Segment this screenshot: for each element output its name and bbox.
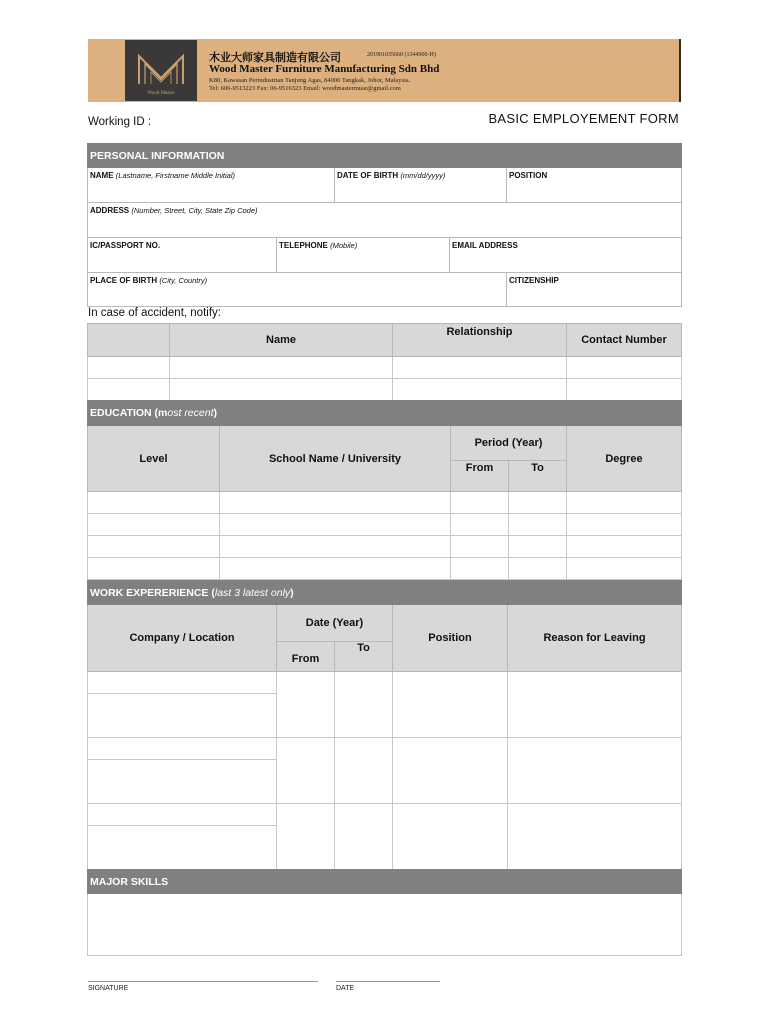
education-level-cell[interactable] bbox=[88, 514, 220, 536]
table-row bbox=[88, 379, 682, 401]
work-experience-table bbox=[87, 580, 682, 870]
work-position-cell[interactable] bbox=[393, 672, 508, 738]
work-from-cell[interactable] bbox=[277, 804, 335, 870]
table-row bbox=[88, 738, 682, 760]
education-to-cell[interactable] bbox=[509, 514, 567, 536]
work-from-cell[interactable] bbox=[277, 738, 335, 804]
education-col-period: Period (Year) bbox=[451, 426, 567, 461]
emergency-name-cell[interactable] bbox=[170, 357, 393, 379]
major-skills-table bbox=[87, 869, 682, 956]
work-to-cell[interactable] bbox=[335, 672, 393, 738]
work-col-from: From bbox=[277, 642, 335, 672]
work-company-cell[interactable] bbox=[88, 738, 277, 760]
email-address-field[interactable]: EMAIL ADDRESS bbox=[450, 238, 682, 273]
education-level-cell[interactable] bbox=[88, 558, 220, 580]
date-line[interactable] bbox=[336, 981, 440, 982]
work-col-date: Date (Year) bbox=[277, 605, 393, 642]
section-skills-heading: MAJOR SKILLS bbox=[88, 870, 682, 894]
education-from-cell[interactable] bbox=[451, 492, 509, 514]
working-id-label: Working ID : bbox=[88, 116, 152, 128]
telephone-field[interactable]: TELEPHONE (Mobile) bbox=[277, 238, 450, 273]
education-degree-cell[interactable] bbox=[567, 514, 682, 536]
table-row bbox=[88, 672, 682, 694]
work-company-cell[interactable] bbox=[88, 804, 277, 826]
company-name-chinese: 木业大师家具制造有限公司 bbox=[209, 52, 341, 64]
emergency-col-relationship: Relationship bbox=[393, 324, 567, 357]
company-contact: Tel: 606-9513223 Fax: 06-9516323 Email: woodmastermuar@gmail.com bbox=[209, 85, 401, 92]
company-address: K80, Kawasan Perindustrian Tanjung Agas, 84000 Tangkak, Johor, Malaysia. bbox=[209, 77, 411, 84]
education-from-cell[interactable] bbox=[451, 514, 509, 536]
emergency-cell[interactable] bbox=[88, 379, 170, 401]
emergency-col-contact: Contact Number bbox=[567, 324, 682, 357]
work-reason-cell[interactable] bbox=[508, 672, 682, 738]
accident-notify-label: In case of accident, notify: bbox=[88, 307, 221, 319]
work-position-cell[interactable] bbox=[393, 738, 508, 804]
emergency-relationship-cell[interactable] bbox=[393, 357, 567, 379]
table-row bbox=[88, 804, 682, 826]
emergency-contact-cell[interactable] bbox=[567, 357, 682, 379]
logo-caption: Wood Master bbox=[147, 91, 175, 96]
form-title: BASIC EMPLOYEMENT FORM bbox=[488, 111, 679, 126]
personal-info-table bbox=[87, 143, 682, 307]
date-label: DATE bbox=[336, 985, 355, 992]
education-school-cell[interactable] bbox=[220, 492, 451, 514]
emergency-relationship-cell[interactable] bbox=[393, 379, 567, 401]
emergency-name-cell[interactable] bbox=[170, 379, 393, 401]
place-of-birth-field[interactable]: PLACE OF BIRTH (City, Country) bbox=[88, 273, 507, 307]
work-reason-cell[interactable] bbox=[508, 804, 682, 870]
section-work-heading: WORK EXPERERIENCE (last 3 latest only) bbox=[88, 581, 682, 605]
education-col-to: To bbox=[509, 461, 567, 492]
education-level-cell[interactable] bbox=[88, 536, 220, 558]
address-field[interactable]: ADDRESS (Number, Street, City, State Zip Code) bbox=[88, 203, 682, 238]
emergency-contact-table bbox=[87, 323, 682, 401]
emergency-col-name: Name bbox=[170, 324, 393, 357]
company-banner bbox=[88, 39, 681, 102]
education-from-cell[interactable] bbox=[451, 536, 509, 558]
table-row bbox=[88, 492, 682, 514]
table-row bbox=[88, 514, 682, 536]
emergency-cell[interactable] bbox=[88, 357, 170, 379]
banner-edge bbox=[679, 39, 681, 102]
section-personal-heading: PERSONAL INFORMATION bbox=[88, 144, 682, 168]
work-to-cell[interactable] bbox=[335, 738, 393, 804]
education-col-level: Level bbox=[88, 426, 220, 492]
education-col-school: School Name / University bbox=[220, 426, 451, 492]
table-row bbox=[88, 536, 682, 558]
work-from-cell[interactable] bbox=[277, 672, 335, 738]
education-degree-cell[interactable] bbox=[567, 536, 682, 558]
education-school-cell[interactable] bbox=[220, 514, 451, 536]
work-location-cell[interactable] bbox=[88, 694, 277, 738]
work-col-reason: Reason for Leaving bbox=[508, 605, 682, 672]
work-location-cell[interactable] bbox=[88, 760, 277, 804]
signature-line[interactable] bbox=[88, 981, 318, 982]
emergency-contact-cell[interactable] bbox=[567, 379, 682, 401]
work-col-to: To bbox=[335, 642, 393, 672]
education-col-from: From bbox=[451, 461, 509, 492]
date-of-birth-field[interactable]: DATE OF BIRTH (mm/dd/yyyy) bbox=[335, 168, 507, 203]
emergency-header-blank bbox=[88, 324, 170, 357]
citizenship-field[interactable]: CITIZENSHIP bbox=[507, 273, 682, 307]
work-reason-cell[interactable] bbox=[508, 738, 682, 804]
work-to-cell[interactable] bbox=[335, 804, 393, 870]
work-col-company: Company / Location bbox=[88, 605, 277, 672]
education-school-cell[interactable] bbox=[220, 536, 451, 558]
education-from-cell[interactable] bbox=[451, 558, 509, 580]
name-field[interactable]: NAME (Lastname, Firstname Middle Initial) bbox=[88, 168, 335, 203]
position-field[interactable]: POSITION bbox=[507, 168, 682, 203]
education-to-cell[interactable] bbox=[509, 558, 567, 580]
major-skills-field[interactable] bbox=[88, 894, 682, 956]
company-logo bbox=[125, 40, 197, 101]
company-registration: 201901035660 (1344900-H) bbox=[367, 52, 436, 58]
work-col-position: Position bbox=[393, 605, 508, 672]
education-to-cell[interactable] bbox=[509, 536, 567, 558]
education-degree-cell[interactable] bbox=[567, 558, 682, 580]
ic-passport-field[interactable]: IC/PASSPORT NO. bbox=[88, 238, 277, 273]
education-degree-cell[interactable] bbox=[567, 492, 682, 514]
work-company-cell[interactable] bbox=[88, 672, 277, 694]
work-location-cell[interactable] bbox=[88, 826, 277, 870]
table-row bbox=[88, 357, 682, 379]
education-level-cell[interactable] bbox=[88, 492, 220, 514]
education-school-cell[interactable] bbox=[220, 558, 451, 580]
company-name-english: Wood Master Furniture Manufacturing Sdn Bhd bbox=[209, 63, 440, 75]
education-table bbox=[87, 400, 682, 580]
education-to-cell[interactable] bbox=[509, 492, 567, 514]
table-row bbox=[88, 558, 682, 580]
section-education-heading: EDUCATION (most recent) bbox=[88, 401, 682, 426]
work-position-cell[interactable] bbox=[393, 804, 508, 870]
signature-label: SIGNATURE bbox=[88, 985, 129, 992]
education-col-degree: Degree bbox=[567, 426, 682, 492]
